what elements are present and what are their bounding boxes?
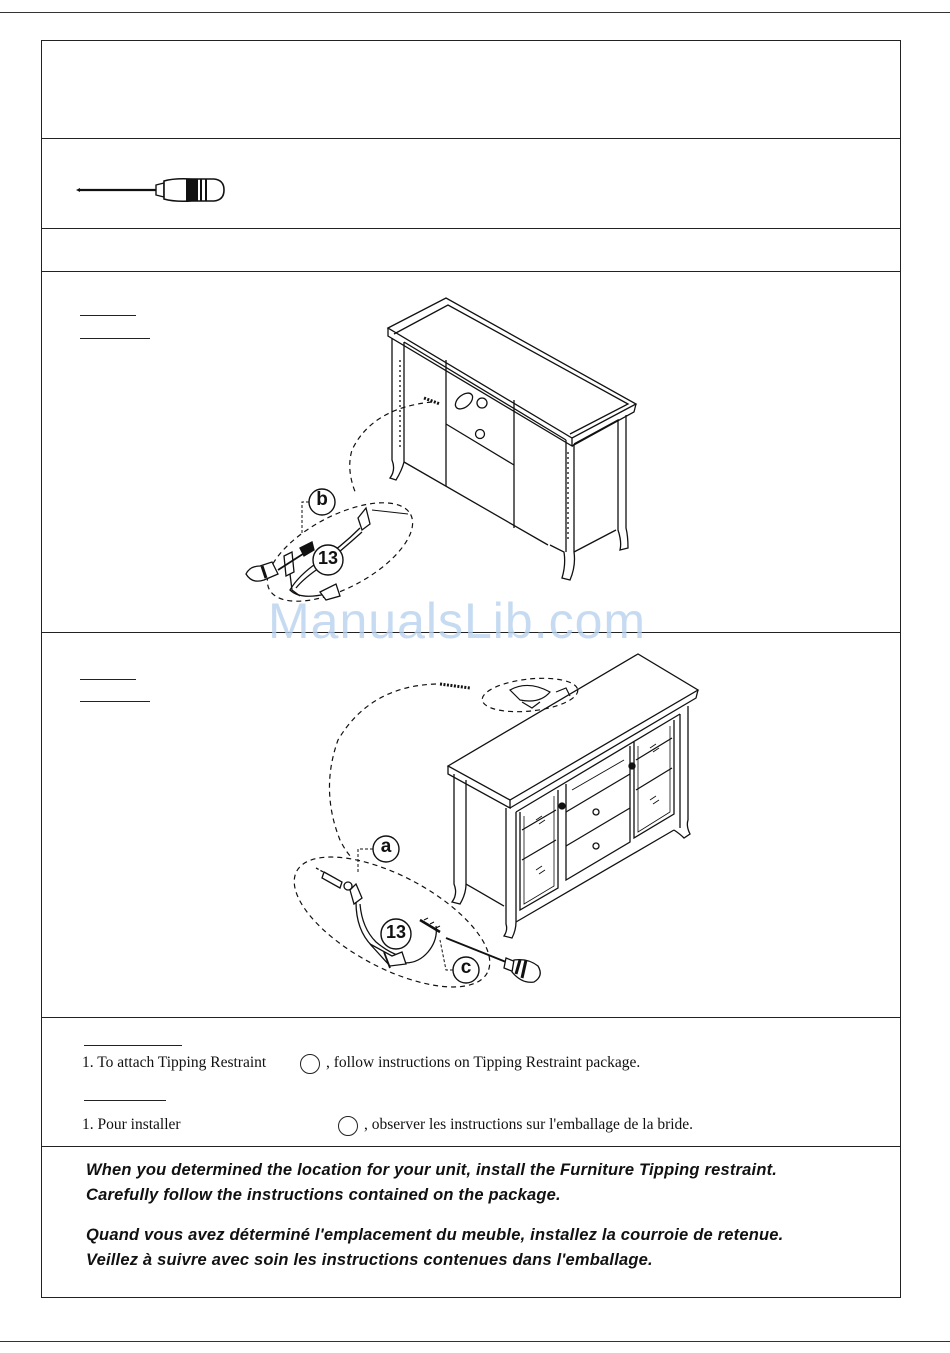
step-header-line-en	[84, 1045, 182, 1046]
callout-c-label: c	[460, 957, 472, 978]
step-instruction-en-suffix: , follow instructions on Tipping Restraint package.	[326, 1054, 641, 1071]
note-french-line-2: Veillez à suivre avec soin les instructions contenues dans l'emballage.	[86, 1251, 653, 1269]
note-english-line-2: Carefully follow the instructions contained on the package.	[86, 1186, 561, 1204]
step-instruction-en-prefix: 1. To attach Tipping Restraint	[82, 1054, 267, 1071]
callout-a-label: a	[380, 836, 392, 857]
watermark: ManualsLib.com	[268, 593, 647, 649]
note-french-line-1: Quand vous avez déterminé l'emplacement du meuble, installez la courroie de retenue.	[86, 1226, 784, 1244]
part-number-circle-en	[300, 1054, 320, 1074]
callout-13-label: 13	[317, 548, 339, 568]
step-instruction-fr-suffix: , observer les instructions sur l'emballage de la bride.	[364, 1116, 694, 1133]
step-instruction-fr-prefix: 1. Pour installer	[82, 1116, 181, 1133]
note-english-line-1: When you determined the location for your unit, install the Furniture Tipping restraint.	[86, 1161, 778, 1179]
part-number-circle-fr	[338, 1116, 358, 1136]
callout-13-label-2: 13	[385, 922, 407, 942]
callout-b-label: b	[316, 489, 328, 510]
step-header-line-fr	[84, 1100, 166, 1101]
